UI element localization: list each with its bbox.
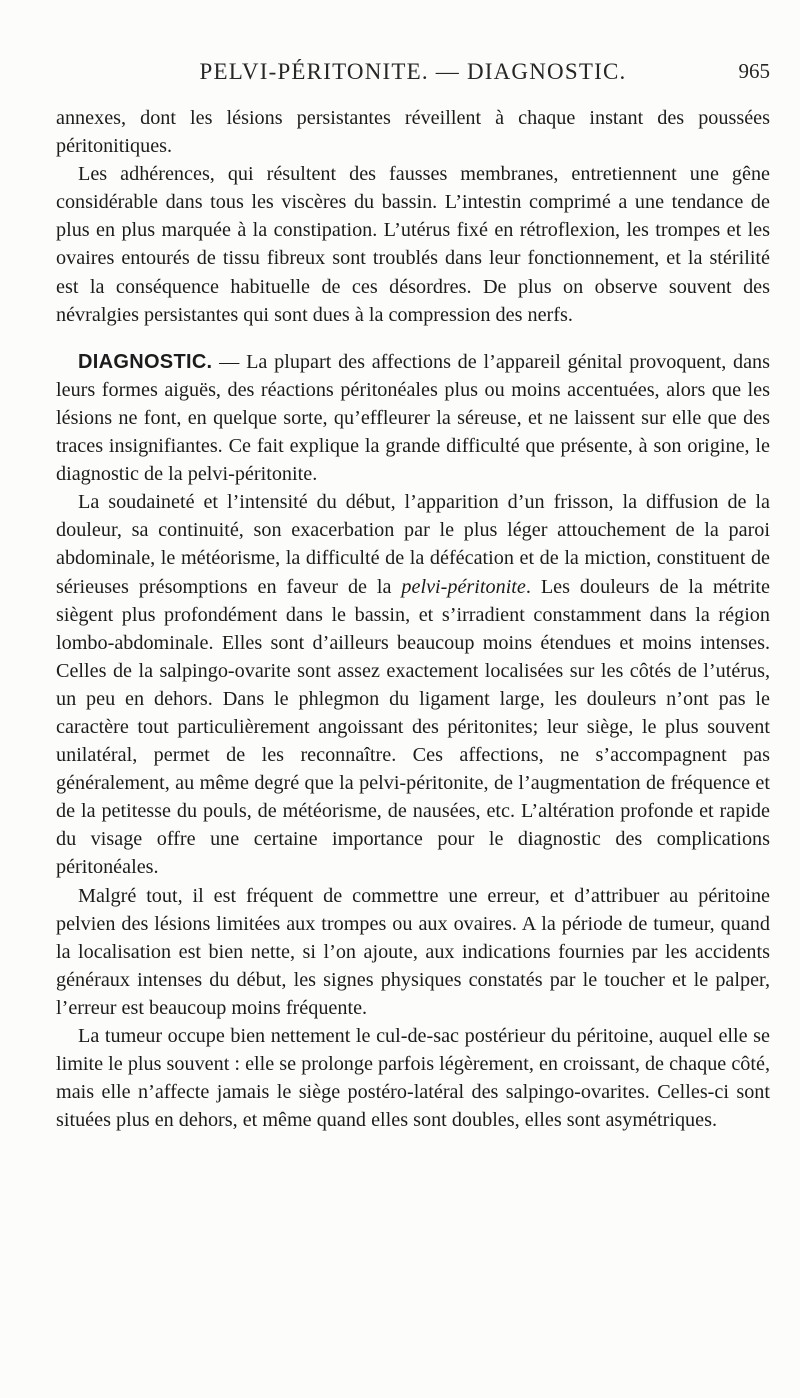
running-head-title: PELVI-PÉRITONITE. — DIAGNOSTIC.	[199, 59, 627, 84]
body-text	[56, 104, 770, 1134]
paragraph-3	[56, 348, 770, 488]
paragraph-4	[56, 488, 770, 881]
page-number: 965	[738, 59, 770, 83]
paragraph-4-text-a: La soudaineté et l’intensité du début, l’apparition d’un frisson, la diffusion de la douleur, sa continuité, son exacerbation par le plus léger attouchement de la paroi abdominale, le météorisme, la difficulté de la défécation et de la miction, constituent de sérieuses présomptions en faveur de la	[56, 491, 770, 598]
section-heading: DIAGNOSTIC.	[78, 350, 213, 373]
paragraph-4-text-b: . Les douleurs de la métrite siègent plus profondément dans le bassin, et s’irradient constamment dans la région lombo-abdominale. Elles sont d’ailleurs beaucoup moins étendues et moins intenses. Celles de la salpingo-ovarite sont assez exactement localisées sur les côtés de l’utérus, un peu en dehors. Dans le phlegmon du ligament large, les douleurs n’ont pas le caractère tout particulièrement angoissant des péritonites; leur siège, le plus souvent unilatéral, permet de les reconnaître. Ces affections, ne s’accompagnent pas généralement, au même degré que la pelvi-péritonite, de l’augmentation de fréquence et de la petitesse du pouls, de météorisme, de nausées, etc. L’altération profonde et rapide du visage offre une certaine importance pour le diagnostic des complications péritonéales.	[56, 575, 770, 879]
paragraph-4-emphasis: pelvi-péritonite	[401, 575, 526, 598]
paragraph-6: La tumeur occupe bien nettement le cul-de-sac postérieur du péritoine, auquel elle se limite le plus souvent : elle se prolonge parfois légèrement, en croissant, de chaque côté, mais elle n’affecte jamais le siège postéro-latéral des salpingo-ovarites. Celles-ci sont situées plus en dehors, et même quand elles sont doubles, elles sont asymétriques.	[56, 1025, 770, 1132]
running-head	[56, 59, 770, 89]
paragraph-3-text: — La plupart des affections de l’appareil génital provoquent, dans leurs formes aiguës, des réactions péritonéales plus ou moins accentuées, alors que les lésions ne font, en quelque sorte, qu’effleurer la séreuse, et ne laissent sur elle que des traces insignifiantes. Ce fait explique la grande difficulté que présente, à son origine, le diagnostic de la pelvi-péritonite.	[56, 350, 770, 486]
paragraph-1: annexes, dont les lésions persistantes réveillent à chaque instant des poussées péritonitiques.	[56, 107, 770, 158]
paragraph-5: Malgré tout, il est fréquent de commettre une erreur, et d’attribuer au péritoine pelvien des lésions limitées aux trompes ou aux ovaires. A la période de tumeur, quand la localisation est bien nette, si l’on ajoute, aux indications fournies par les accidents généraux intenses du début, les signes physiques constatés par le toucher et le palper, l’erreur est beaucoup moins fréquente.	[56, 884, 770, 1019]
paragraph-2: Les adhérences, qui résultent des fausses membranes, entretiennent une gêne considérable dans tous les viscères du bassin. L’intestin comprimé a une tendance de plus en plus marquée à la constipation. L’utérus fixé en rétroflexion, les trompes et les ovaires entourés de tissu fibreux sont troublés dans leur fonctionnement, et la stérilité est la conséquence habituelle de ces désordres. De plus on observe souvent des névralgies persistantes qui sont dues à la compression des nerfs.	[56, 163, 770, 326]
